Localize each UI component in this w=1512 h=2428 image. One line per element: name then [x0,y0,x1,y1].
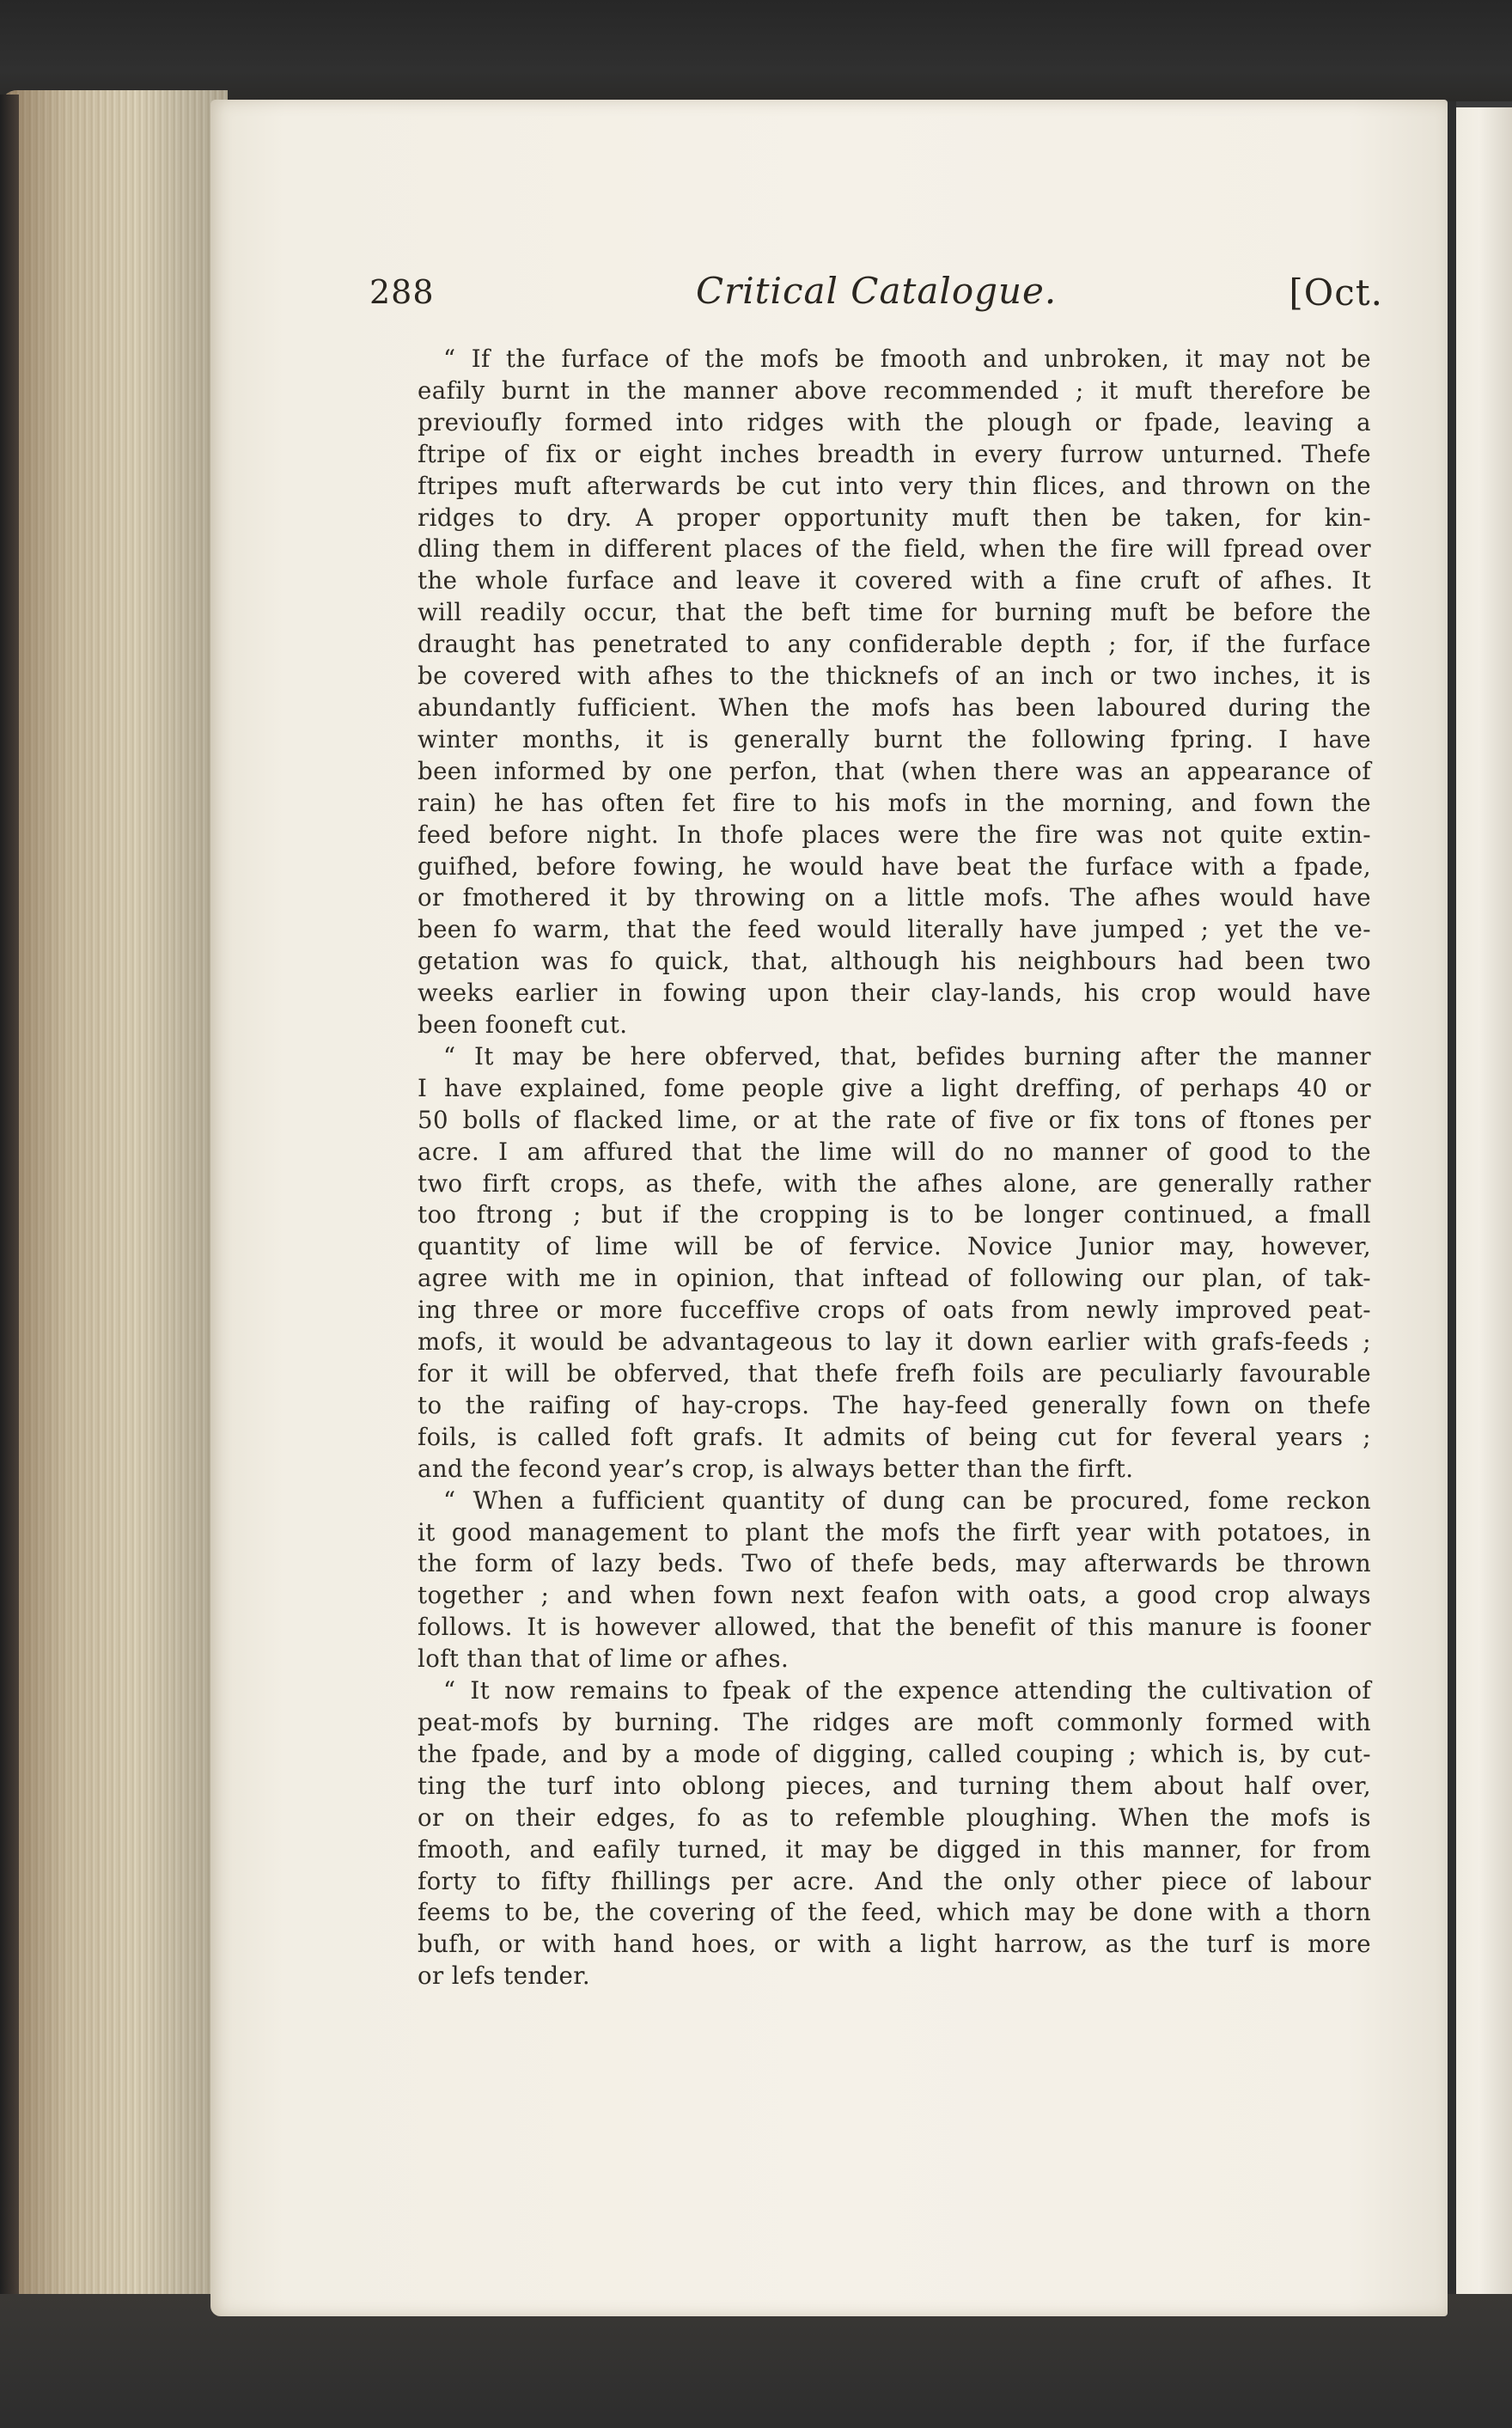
text-line: been fo warm, that the feed would literally have jumped ; yet the ve- [418,915,1371,944]
running-date: [Oct. [1289,271,1383,314]
text-line: too ftrong ; but if the cropping is to be longer continued, a fmall [418,1200,1371,1229]
text-line: mofs, it would be advantageous to lay it down earlier with grafs-feeds ; [418,1327,1371,1357]
text-line: bufh, or with hand hoes, or with a light harrow, as the turf is more [418,1930,1371,1959]
text-line: or on their edges, fo as to refemble ploughing. When the mofs is [418,1803,1371,1832]
text-line: dling them in different places of the field, when the fire will fpread over [418,534,1371,564]
text-line: guifhed, before fowing, he would have beat the furface with a fpade, [418,851,1371,881]
text-line: or lefs tender. [418,1961,590,1991]
text-line: will readily occur, that the beft time for burning muft be before the [418,598,1371,627]
text-line: “ If the furface of the mofs be fmooth and unbroken, it may not be [443,345,1371,373]
text-line: previoufly formed into ridges with the plough or fpade, leaving a [418,407,1371,436]
running-title: Critical Catalogue. [696,270,1058,312]
text-line: “ When a fufficient quantity of dung can be procured, fome reckon [443,1485,1371,1515]
text-line: been fooneft cut. [418,1010,628,1040]
text-line: or fmothered it by throwing on a little mofs. The afhes would have [418,883,1371,912]
book-cover-left [0,95,19,2328]
text-line: feed before night. In thofe places were the fire was not quite extin- [418,820,1371,849]
text-line: eafily burnt in the manner above recommended ; it muft therefore be [418,375,1371,405]
page-header [369,270,1383,325]
text-line: agree with me in opinion, that inftead of following our plan, of tak- [418,1264,1371,1293]
text-line: to the raifing of hay-crops. The hay-feed generally fown on thefe [418,1390,1371,1419]
book-cover-top [0,0,1512,101]
text-line: feems to be, the covering of the feed, which may be done with a thorn [418,1898,1371,1927]
book-gutter [1448,101,1456,2309]
text-line: the whole furface and leave it covered with a fine cruft of afhes. It [418,566,1371,595]
page-body-text [418,344,1371,1992]
text-line: getation was fo quick, that, although his neighbours had been two [418,947,1371,976]
page-number: 288 [369,273,435,311]
text-line: abundantly fufficient. When the mofs has been laboured during the [418,692,1371,722]
text-line: forty to fifty fhillings per acre. And the only other piece of labour [418,1866,1371,1895]
text-line: be covered with afhes to the thicknefs of an inch or two inches, it is [418,662,1371,691]
text-line: 50 bolls of flacked lime, or at the rate of five or fix tons of ftones per [418,1105,1371,1134]
text-line: draught has penetrated to any confiderable depth ; for, if the furface [418,630,1371,659]
text-line: peat-mofs by burning. The ridges are moft commonly formed with [418,1707,1371,1736]
text-line: winter months, it is generally burnt the following fpring. I have [418,724,1371,753]
text-line: weeks earlier in fowing upon their clay-lands, his crop would have [418,979,1371,1008]
text-line: ftripe of fix or eight inches breadth in every furrow unturned. Thefe [418,439,1371,468]
text-line: ridges to dry. A proper opportunity muft then be taken, for kin- [418,503,1371,532]
text-line: it good management to plant the mofs the firft year with potatoes, in [418,1517,1371,1546]
text-line: ftripes muft afterwards be cut into very thin flices, and thrown on the [418,471,1371,500]
text-line: “ It now remains to fpeak of the expence attending the cultivation of [443,1676,1371,1705]
text-line: the fpade, and by a mode of digging, called couping ; which is, by cut- [418,1739,1371,1768]
text-line: loft than that of lime or afhes. [418,1644,790,1674]
text-line: the form of lazy beds. Two of thefe beds, may afterwards be thrown [418,1549,1371,1578]
page-edges-shadow [0,90,228,2307]
text-line: rain) he has often fet fire to his mofs in the morning, and fown the [418,788,1371,817]
text-line: follows. It is however allowed, that the benefit of this manure is fooner [418,1613,1371,1642]
text-line: together ; and when fown next feafon with oats, a good crop always [418,1581,1371,1610]
text-line: acre. I am affured that the lime will do no manner of good to the [418,1137,1371,1166]
text-line: two firft crops, as thefe, with the afhes alone, are generally rather [418,1168,1371,1198]
text-line: quantity of lime will be of fervice. Novice Junior may, however, [418,1232,1371,1261]
text-line: been informed by one perfon, that (when there was an appearance of [418,756,1371,785]
text-line: and the fecond year’s crop, is always better than the firft. [418,1454,1134,1483]
text-line: ting the turf into oblong pieces, and turning them about half over, [418,1771,1371,1800]
text-line: fmooth, and eafily turned, it may be digged in this manner, for from [418,1834,1371,1864]
text-line: for it will be obferved, that thefe frefh foils are peculiarly favourable [418,1359,1371,1388]
text-line: ing three or more fucceffive crops of oats from newly improved peat- [418,1296,1371,1325]
text-line: “ It may be here obferved, that, befides burning after the manner [443,1041,1371,1071]
text-line: I have explained, fome people give a light dreffing, of perhaps 40 or [418,1073,1371,1102]
text-line: foils, is called foft grafs. It admits of being cut for feveral years ; [418,1422,1371,1451]
